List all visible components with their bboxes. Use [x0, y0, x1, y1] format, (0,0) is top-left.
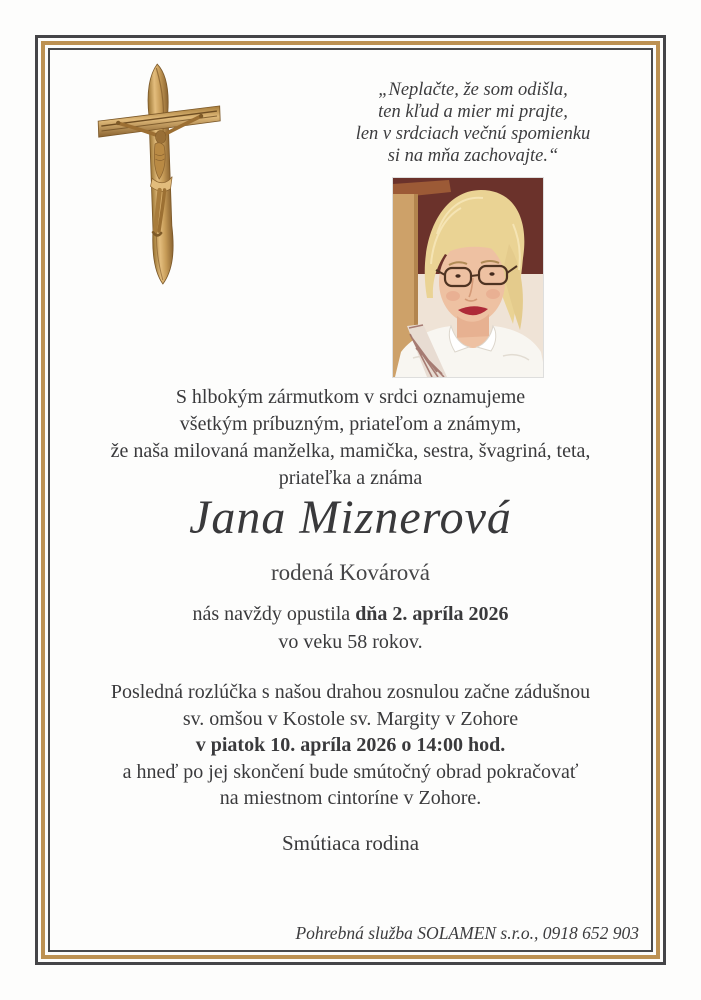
funeral-line-2: sv. omšou v Kostole sv. Margity v Zohore	[182, 707, 519, 730]
announcement-text	[50, 384, 651, 492]
quote-line-2: ten kľud a mier mi prajte,	[378, 102, 568, 122]
announcement-line-3: že naša milovaná manželka, mamička, sestra, švagriná, teta,	[110, 440, 591, 462]
maiden-name: rodená Kovárová	[270, 560, 430, 585]
death-date-line	[0, 603, 701, 626]
funeral-line-5: na miestnom cintoríne v Zohore.	[219, 787, 482, 809]
announcement-line-4: priateľka a známa	[278, 467, 423, 489]
memorial-quote	[328, 79, 618, 167]
announcement-line-1: S hlbokým zármutkom v srdci oznamujeme	[175, 386, 526, 408]
age-line: vo veku 58 rokov.	[278, 631, 423, 653]
quote-line-1: „Neplačte, že som odišla,	[378, 80, 568, 100]
funeral-details	[48, 679, 653, 812]
funeral-service-credit: Pohrebná služba SOLAMEN s.r.o., 0918 652 903	[295, 923, 639, 943]
quote-line-3: len v srdciach večnú spomienku	[355, 124, 591, 144]
funeral-line-1: Posledná rozlúčka s našou drahou zosnulou začne zádušnou	[110, 681, 591, 703]
death-date: dňa 2. apríla 2026	[355, 603, 509, 625]
death-date-prefix: nás navždy opustila	[192, 603, 356, 625]
announcement-line-2: všetkým príbuzným, priateľom a známym,	[179, 413, 522, 435]
quote-line-4: si na mňa zachovajte.“	[387, 146, 559, 166]
portrait-photo	[393, 178, 543, 377]
crucifix-image	[90, 58, 232, 290]
deceased-name: Jana Miznerová	[189, 491, 512, 544]
mourning-family-line: Smútiaca rodina	[281, 831, 420, 855]
funeral-line-4: a hneď po jej skončení bude smútočný obrad pokračovať	[122, 760, 579, 783]
funeral-date-time: v piatok 10. apríla 2026 o 14:00 hod.	[195, 734, 506, 756]
